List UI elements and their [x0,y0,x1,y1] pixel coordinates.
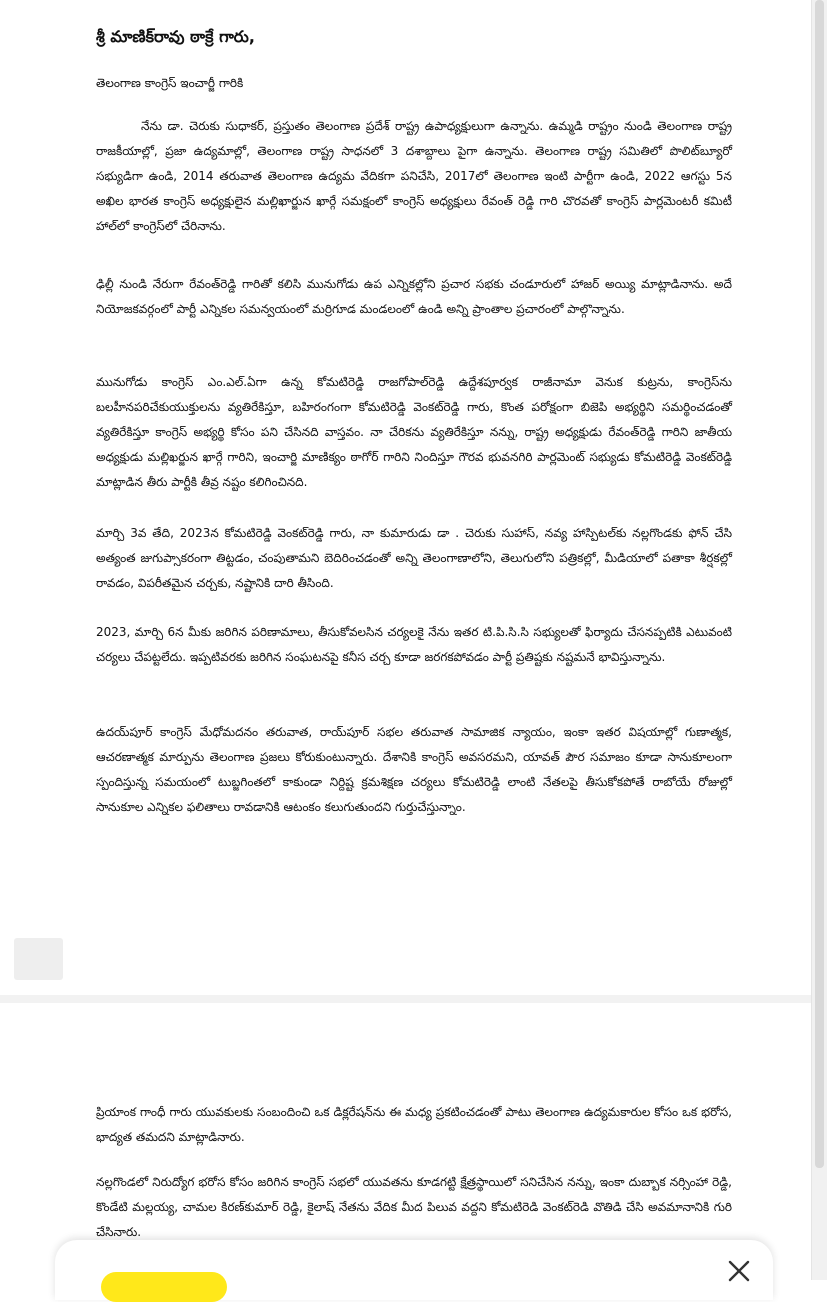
paragraph: నల్లగొండలో నిరుద్యోగ భరోస కోసం జరిగిన కాంగ్రెస్ సభలో యువతను కూడగట్టి క్షేత్రస్థాయిలో సనిచేసిన నన్ను, ఇంకా దుబ్బాక నర్సింహా రెడ్డి, కొండేటి మల్లయ్య, చామల కిరణ్‌కుమార్ రెడ్డి, కైలాష్ నేతను వేదిక మీద పిలువ వద్దని కోమటిరెడి వెంకట్‌రెడి వొతిడి చేసి అవమానానికి గురి చేసినారు. [96,1175,732,1239]
page-indicator-button[interactable] [14,938,63,980]
scrollbar-thumb[interactable] [815,0,824,1168]
paragraph: ప్రియాంక గాంధీ గారు యువకులకు సంబందించి ఒక డిక్లరేషన్‌ను ఈ మధ్య ప్రకటించడంతో పాటు తెలంగాణ ఉద్యమకారుల కోసం ఒక భరోస, భాద్యత తమదని మాట్లాడినారు. [96,1105,732,1144]
bottom-sheet [55,1240,773,1300]
paragraph: ఉదయ్‌పూర్ కాంగ్రెస్ మేధోమదనం తరువాత, రాయ్‌పూర్ సభల తరువాత సామాజిక న్యాయం, ఇంకా ఇతర విషయాల్లో గుణాత్మక, ఆచరణాత్మక మార్పును తెలంగాణ ప్రజలు కోరుకుంటున్నారు. దేశానికి కాంగ్రెస్ అవసరమని, యావత్ పౌర సమాజం కూడా సానుకూలంగా స్పందిస్తున్న సమయంలో టుబ్జగింతలో కాకుండా నిర్దిష్ట క్రమశిక్షణ చర్యలు కోమటిరెడ్డి లాంటి నేతలపై తీసుకోకపోతే రాబోయే రోజుల్లో సానుకూల ఎన్నికల ఫలితాలు రావడానికి ఆటంకం కలుగుతుందని గుర్తుచేస్తున్నాం. [96,725,732,814]
letter-addressee: తెలంగాణ కాంగ్రెస్ ఇంచార్జీ గారికి [96,76,244,90]
paragraph: 2023, మార్చి 6న మీకు జరిగిన పరిణామాలు, తీసుకోవలసిన చర్యలకై నేను ఇతర టి.పి.సి.సి సభ్యులతో ఫిర్యాదు చేసనప్పటికి ఎటువంటి చర్యలు చేపట్టలేదు. ఇప్పటివరకు జరిగిన సంఘటనపై కనీస చర్చ కూడా జరగకపోవడం పార్టీ ప్రతిష్టకు నష్టమనే భావిస్తున్నాను. [96,625,732,664]
letter-salutation: శ్రీ మాణిక్‌రావు ఠాక్రే గారు, [96,27,255,46]
paragraph: మార్చి 3వ తేది, 2023న కోమటిరెడ్డి వెంకట్‌రెడ్డి గారు, నా కుమారుడు డా . చెరుకు సుహాస్, నవ్య హాస్పిటల్‌కు నల్లగొండకు ఫోన్ చేసి అత్యంత జుగుప్సాకరంగా తిట్టడం, చంపుతామని బెదిరించడంతో అన్ని తెలంగాణాలోని, తెలుగులోని పత్రికల్లో, మీడియాలో పతాకా శీర్షకల్లో రావడం, విపరీతమైన చర్చకు, నష్టానికి దారి తీసింది. [96,526,732,590]
paragraph: నేను డా. చెరుకు సుధాకర్, ప్రస్తుతం తెలంగాణ ప్రదేశ్ రాష్ట్ర ఉపాధ్యక్షులుగా ఉన్నాను. ఉమ్మడి రాష్ట్రం నుండి తెలంగాణ రాష్ట్ర రాజకీయాల్లో, ప్రజా ఉద్యమాల్లో, తెలంగాణ రాష్ట్ర సాధనలో 3 దశాబ్దాలు పైగా ఉన్నాను. తెలంగాణ రాష్ట్ర సమితిలో పొలిట్‌బ్యూరో సభ్యుడిగా ఉండి, 2014 తరువాత తెలంగాణ ఉద్యమ వేదికగా పనిచేసి, 2017లో తెలంగాణ ఇంటి పార్టీగా ఉండి, 2022 ఆగస్టు 5న అఖిల భారత కాంగ్రెస్ అధ్యక్షులైన మల్లిఖార్జున ఖార్గే సమక్షంలో కాంగ్రెస్ అధ్యక్షులు రేవంత్ రెడ్డి గారి చొరవతో కాంగ్రెస్ పార్లమెంటరీ కమిటీ హాల్‌లో కాంగ్రెస్‌లో చేరినాను. [96,119,732,233]
close-icon[interactable] [727,1259,751,1283]
action-button[interactable] [101,1272,227,1302]
page-separator [0,995,812,1003]
paragraph: ఢిల్లీ నుండి నేరుగా రేవంత్‌రెడ్డి గారితో కలిసి మునుగోడు ఉప ఎన్నికల్లోని ప్రచార సభకు చండూరులో హాజర్ అయ్యి మాట్లాడినాను. అదే నియోజకవర్గంలో పార్టీ ఎన్నికల సమన్వయంలో మర్రిగూడ మండలంలో ఉండి అన్ని ప్రాంతాల ప్రచారంలో పాల్గొన్నాను. [96,277,732,316]
vertical-scrollbar[interactable] [811,0,827,1280]
paragraph: మునుగోడు కాంగ్రెస్ ఎం.ఎల్.ఏగా ఉన్న కోమటిరెడ్డి రాజగోపాల్‌రెడ్డి ఉద్దేశపూర్వక రాజీనామా వెనుక కుట్రను, కాంగ్రెస్‌ను బలహీనపరిచేకుయుక్తులను వ్యతిరేకిస్తూ, బహిరంగంగా కోమటిరెడ్డి వెంకట్‌రెడ్డి గారు, కొంత పరోక్షంగా బిజెపి అభ్యర్థిని సమర్థించడంతో వ్యతిరేకిస్తూ కాంగ్రెస్ అభ్యర్థి కోసం పని చేసినది వాస్తవం. నా చేరికను వ్యతిరేకిస్తూ నన్ను, రాష్ట్ర అధ్యక్షుడు రేవంత్‌రెడ్డి గారిని జాతీయ అధ్యక్షుడు మల్లిఖర్జున ఖార్గే గారిని, ఇంచార్జి మాణిక్యం ఠాగోర్ గారిని నిందిస్తూ గౌరవ భువనగిరి పార్లమెంట్ సభ్యుడు కోమటిరెడ్డి వెంకట్‌రెడ్డి మాట్లాడిన తీరు పార్టీకి తీవ్ర నష్టం కలిగించినది. [96,375,732,489]
